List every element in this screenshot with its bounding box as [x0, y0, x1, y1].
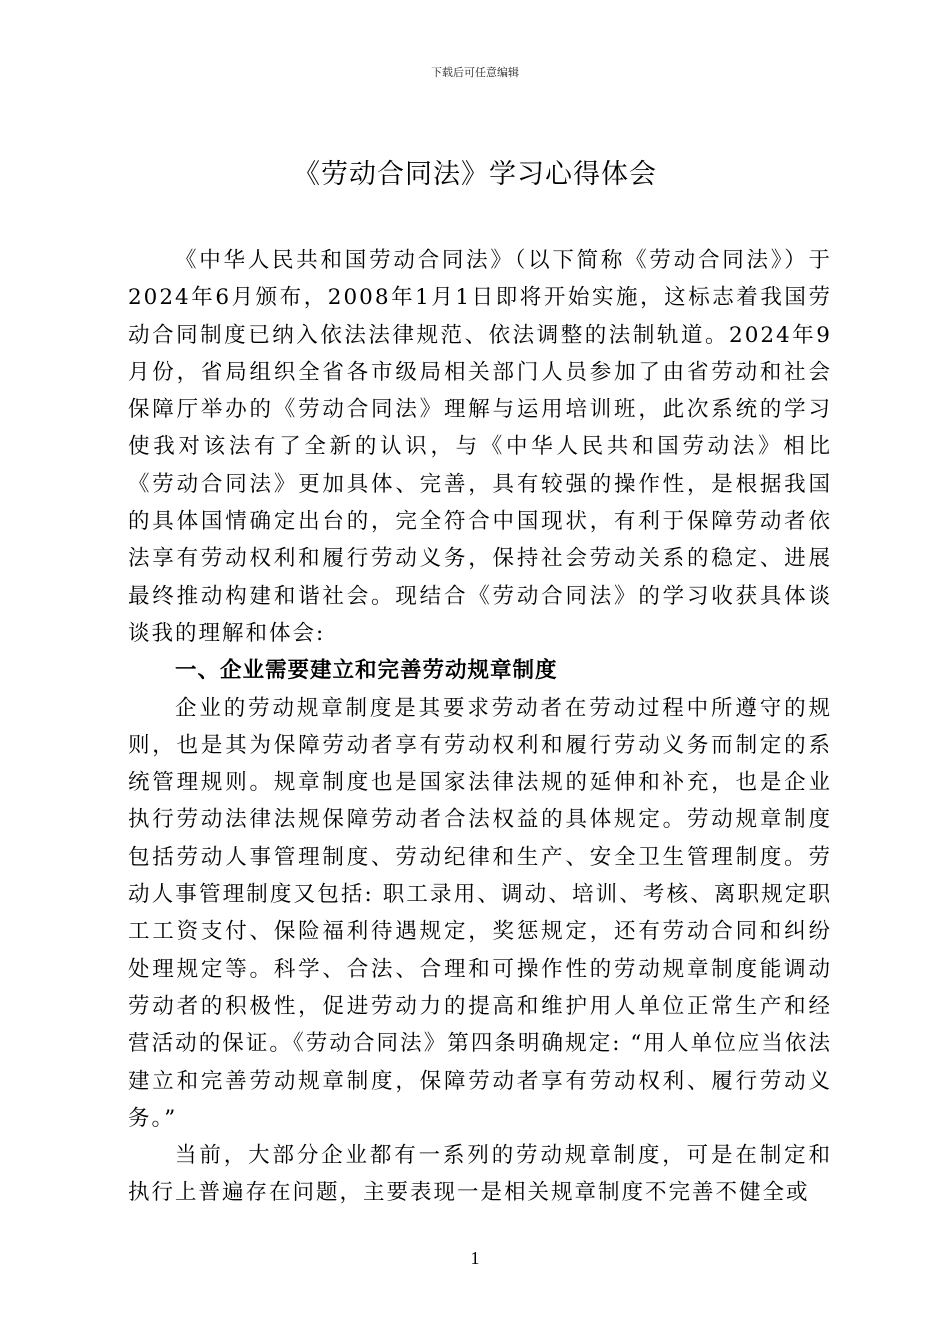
section-heading: 一、企业需要建立和完善劳动规章制度 — [175, 658, 558, 684]
header-note: 下载后可任意编辑 — [431, 66, 519, 79]
section-paragraph: 当前，大部分企业都有一系列的劳动规章制度，可是在制定和执行上普遍存在问题，主要表现一是相关规章制度不完善不健全或 — [128, 1143, 832, 1206]
document-title: 《劳动合同法》学习心得体会 — [293, 159, 657, 190]
page-number: 1 — [470, 1248, 480, 1268]
section-paragraph: 企业的劳动规章制度是其要求劳动者在劳动过程中所遵守的规则，也是其为保障劳动者享有劳动权利和履行劳动义务而制定的系统管理规则。规章制度也是国家法律法规的延伸和补充，也是企业执行劳动法律法规保障劳动者合法权益的具体规定。劳动规章制度包括劳动人事管理制度、劳动纪律和生产、安全卫生管理制度。劳动人事管理制度又包括: 职工录用、调动、培训、考核、离职规定职工工资支付、保险福利待遇规定，奖惩规定，还有劳动合同和纠纷处理规定等。科学、合法、合理和可操作性的劳动规章制度能调动劳动者的积极性，促进劳动力的提高和维护用人单位正常生产和经营活动的保证。《劳动合同法》第四条明确规定: “用人单位应当依法建立和完善劳动规章制度，保障劳动者享有劳动权利、履行劳动义务。” — [128, 695, 832, 1131]
intro-paragraph: 《中华人民共和国劳动合同法》（以下简称《劳动合同法》）于2024年6月颁布，2008年1月1日即将开始实施，这标志着我国劳动合同制度已纳入依法法律规范、依法调整的法制轨道。2024年9月份，省局组织全省各市级局相关部门人员参加了由省劳动和社会保障厅举办的《劳动合同法》理解与运用培训班，此次系统的学习使我对该法有了全新的认识，与《中华人民共和国劳动法》相比《劳动合同法》更加具体、完善，具有较强的操作性，是根据我国的具体国情确定出台的，完全符合中国现状，有利于保障劳动者依法享有劳动权利和履行劳动义务，保持社会劳动关系的稳定、进展最终推动构建和谐社会。现结合《劳动合同法》的学习收获具体谈谈我的理解和体会: — [128, 248, 832, 646]
document-body — [128, 242, 832, 1212]
